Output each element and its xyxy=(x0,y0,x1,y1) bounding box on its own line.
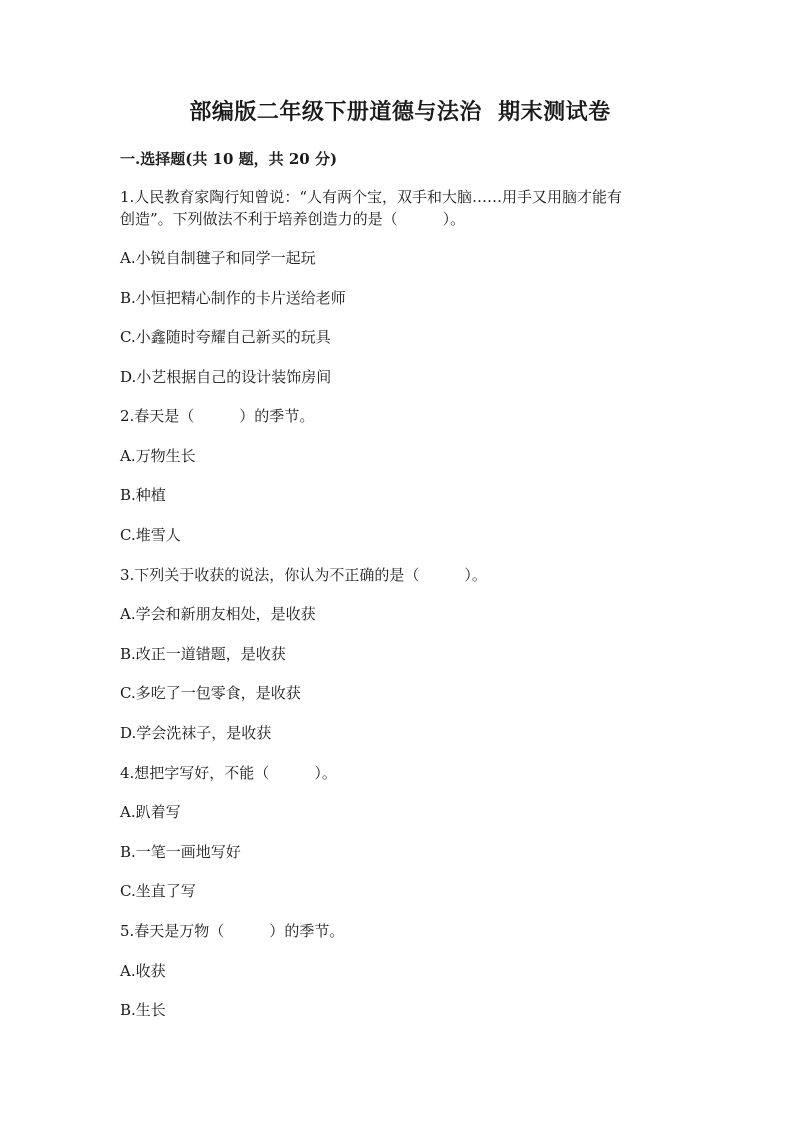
page-title: 部编版二年级下册道德与法治 期末测试卷 xyxy=(189,99,611,125)
question-1-option-a: A.小锐自制毽子和同学一起玩 xyxy=(120,249,316,267)
question-5-stem: 5.春天是万物（ ）的季节。 xyxy=(120,922,345,940)
question-2-option-a: A.万物生长 xyxy=(120,447,196,465)
question-2-stem: 2.春天是（ ）的季节。 xyxy=(120,407,315,425)
section-heading: 一.选择题(共 10 题，共 20 分) xyxy=(120,150,338,168)
question-1-option-c: C.小鑫随时夸耀自己新买的玩具 xyxy=(120,328,331,346)
question-1-stem-line-2: 创造”。下列做法不利于培养创造力的是（ ）。 xyxy=(120,210,466,228)
question-4-option-b: B.一笔一画地写好 xyxy=(120,843,241,861)
question-3-option-d: D.学会洗袜子，是收获 xyxy=(120,724,272,742)
question-3-stem: 3.下列关于收获的说法，你认为不正确的是（ ）。 xyxy=(120,566,487,584)
question-3-option-b: B.改正一道错题，是收获 xyxy=(120,645,286,663)
question-2-option-b: B.种植 xyxy=(120,486,166,504)
question-3-option-a: A.学会和新朋友相处，是收获 xyxy=(120,605,316,623)
question-2-option-c: C.堆雪人 xyxy=(120,526,181,544)
question-1-stem-line-1: 1.人民教育家陶行知曾说：“人有两个宝，双手和大脑……用手又用脑才能有 xyxy=(120,188,622,206)
question-4-option-a: A.趴着写 xyxy=(120,803,181,821)
question-4-option-c: C.坐直了写 xyxy=(120,882,196,900)
question-3-option-c: C.多吃了一包零食，是收获 xyxy=(120,684,301,702)
question-1-option-b: B.小恒把精心制作的卡片送给老师 xyxy=(120,289,346,307)
question-5-option-a: A.收获 xyxy=(120,962,166,980)
question-5-option-b: B.生长 xyxy=(120,1001,166,1019)
question-1-option-d: D.小艺根据自己的设计装饰房间 xyxy=(120,368,332,386)
question-4-stem: 4.想把字写好，不能（ ）。 xyxy=(120,764,337,782)
